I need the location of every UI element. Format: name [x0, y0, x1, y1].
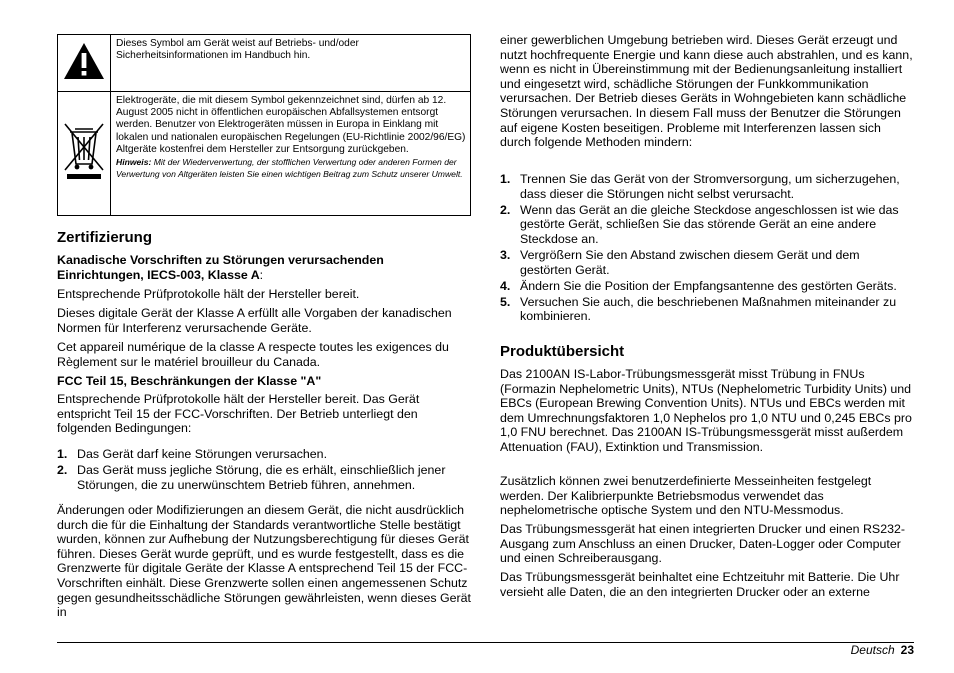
paragraph: Änderungen oder Modifizierungen an diesem Gerät, die nicht ausdrücklich durch die für die Einhaltung der Standards verantwortliche Stelle bestätigt wurden, können zur Aufhebung der Nutzungsberechtigung für dieses Gerät führen. Dieses Gerät wurde geprüft, und es wurde festgestellt, dass es die Grenzwerte für digitale Geräte der Klasse A entsprechend Teil 15 der FCC-Vorschriften einhält. Diese Grenzwerte sollen einen angemessenen Schutz gegen gesundheitsschädliche Störungen gewährleisten, wenn dieses Gerät in — [57, 503, 471, 620]
symbol-icon-cell — [58, 35, 111, 92]
weee-text: Elektrogeräte, die mit diesem Symbol gekennzeichnet sind, dürfen ab 12. August 2005 nicht in öffentlichen europäischen Abfallsystemen entsorgt werden. Benutzer von Elektrogeräten müssen in Europa in Einklang mit lokalen und nationalen europäischen Regelungen (EU-Richtlinie 2002/96/EG) Altgeräte kostenfrei dem Hersteller zur Entsorgung zurückgeben. — [116, 95, 466, 155]
list-item — [500, 172, 914, 201]
list-text: Das Gerät muss jegliche Störung, die es erhält, einschließlich jener Störungen, die zu unerwünschtem Betrieb führen, annehmen. — [77, 463, 446, 492]
canada-regulation-heading — [57, 253, 471, 282]
footer-rule — [57, 642, 914, 643]
list-number: 3. — [500, 247, 511, 262]
list-text: Das Gerät darf keine Störungen verursachen. — [77, 447, 328, 461]
list-item — [500, 295, 914, 324]
interference-remedies-list — [500, 172, 914, 325]
paragraph: Zusätzlich können zwei benutzerdefinierte Messeinheiten festgelegt werden. Der Kalibrierpunkte Betriebsmodus verwendet das nephelometrische optische System und den NTU-Messmodus. — [500, 474, 872, 518]
page-number: 23 — [900, 643, 914, 657]
fcc-heading: FCC Teil 15, Beschränkungen der Klasse "A" — [57, 374, 322, 388]
list-text: Versuchen Sie auch, die beschriebenen Maßnahmen miteinander zu kombinieren. — [520, 294, 897, 324]
list-text: Wenn das Gerät an die gleiche Steckdose angeschlossen ist wie das gestörte Gerät, schließen Sie das störende Gerät an eine andere Steckdose an. — [520, 202, 899, 246]
section-heading-certification: Zertifizierung — [57, 229, 153, 246]
paragraph: Das 2100AN IS-Labor-Trübungsmessgerät misst Trübung in FNUs (Formazin Nephelometric Units), NTUs (Nephelometric Turbidity Units) und EBCs (European Brewing Convention Units). NTUs und EBCs werden mit dem Umrechnungsfaktoren 1,0 Nephelos pro 1,0 NTU und 0,245 EBCs pro 1,0 FNU berechnet. Das 2100AN IS-Trübungsmessgerät misst außerdem Attenuation (FAU), Extinktion und Transmission. — [500, 367, 912, 454]
list-number: 4. — [500, 278, 511, 293]
warning-triangle-icon — [62, 41, 106, 81]
list-number: 2. — [500, 202, 511, 217]
hint-label: Hinweis: — [116, 157, 152, 168]
paragraph: Cet appareil numérique de la classe A respecte toutes les exigences du Règlement sur le matériel brouilleur du Canada. — [57, 340, 449, 369]
list-number: 1. — [57, 447, 68, 461]
paragraph: Das Trübungsmessgerät hat einen integrierten Drucker und einen RS232-Ausgang zum Anschluss an einen Drucker, Daten-Logger oder Computer und einen Schreiberausgang. — [500, 522, 905, 566]
list-item — [500, 203, 914, 247]
symbol-table — [57, 34, 471, 216]
section-heading-product-overview: Produktübersicht — [500, 343, 625, 360]
crossed-out-wheelie-bin-icon — [61, 120, 107, 182]
symbol-row-weee — [58, 92, 471, 216]
paragraph: Dieses digitale Gerät der Klasse A erfüllt alle Vorgaben der kanadischen Normen für Interferenz verursachende Geräte. — [57, 306, 452, 335]
list-text: Trennen Sie das Gerät von der Stromversorgung, um sicherzugehen, dass dieser die Störungen nicht selbst verursacht. — [520, 172, 900, 201]
list-number: 1. — [500, 172, 511, 186]
symbol-row-warning — [58, 35, 471, 92]
list-item — [57, 463, 471, 492]
paragraph: einer gewerblichen Umgebung betrieben wird. Dieses Gerät erzeugt und nutzt hochfrequente Energie und kann diese auch abstrahlen, und es kann, wenn es nicht in Übereinstimmung mit der Bedienungsanleitung installiert und eingesetzt wird, schädliche Störungen der Funkkommunikation verursachen. Der Betrieb dieses Geräts in Wohngebieten kann schädliche Störungen verursachen. In diesem Fall muss der Benutzer die Störungen auf eigene Kosten beseitigen. Probleme mit Interferenzen lassen sich durch folgende Methoden mindern: — [500, 33, 913, 150]
list-item — [500, 279, 914, 294]
list-text: Vergrößern Sie den Abstand zwischen diesem Gerät und dem gestörten Gerät. — [520, 247, 860, 277]
paragraph: Entsprechende Prüfprotokolle hält der Hersteller bereit. — [57, 287, 360, 301]
page-footer — [851, 643, 914, 657]
fcc-conditions-list — [57, 447, 471, 494]
paragraph: Das Trübungsmessgerät beinhaltet eine Echtzeituhr mit Batterie. Die Uhr versieht alle Daten, die an den integrierten Drucker oder an externe — [500, 570, 900, 599]
list-item — [57, 447, 471, 462]
hint-text: Mit der Wiederverwertung, der stofflichen Verwertung oder anderen Formen der Verwertung von Altgeräten leisten Sie einen wichtigen Beitrag zum Schutz unserer Umwelt. — [116, 157, 463, 180]
symbol-description — [111, 92, 471, 216]
symbol-description: Dieses Symbol am Gerät weist auf Betriebs- und/oder Sicherheitsinformationen im Handbuch hin. — [111, 35, 471, 92]
list-item — [500, 248, 914, 277]
hint-note — [116, 156, 466, 180]
footer-language: Deutsch — [850, 643, 895, 657]
list-text: Ändern Sie die Position der Empfangsantenne des gestörten Geräts. — [520, 278, 897, 293]
canada-regulation-title: Kanadische Vorschriften zu Störungen verursachenden Einrichtungen, IECS-003, Klasse A — [57, 253, 384, 282]
list-number: 2. — [57, 463, 68, 478]
colon: : — [259, 267, 264, 282]
paragraph: Entsprechende Prüfprotokolle hält der Hersteller bereit. Das Gerät entspricht Teil 15 der FCC-Vorschriften. Der Betrieb unterliegt den folgenden Bedingungen: — [57, 392, 420, 436]
list-number: 5. — [500, 294, 511, 309]
symbol-icon-cell — [58, 92, 111, 216]
